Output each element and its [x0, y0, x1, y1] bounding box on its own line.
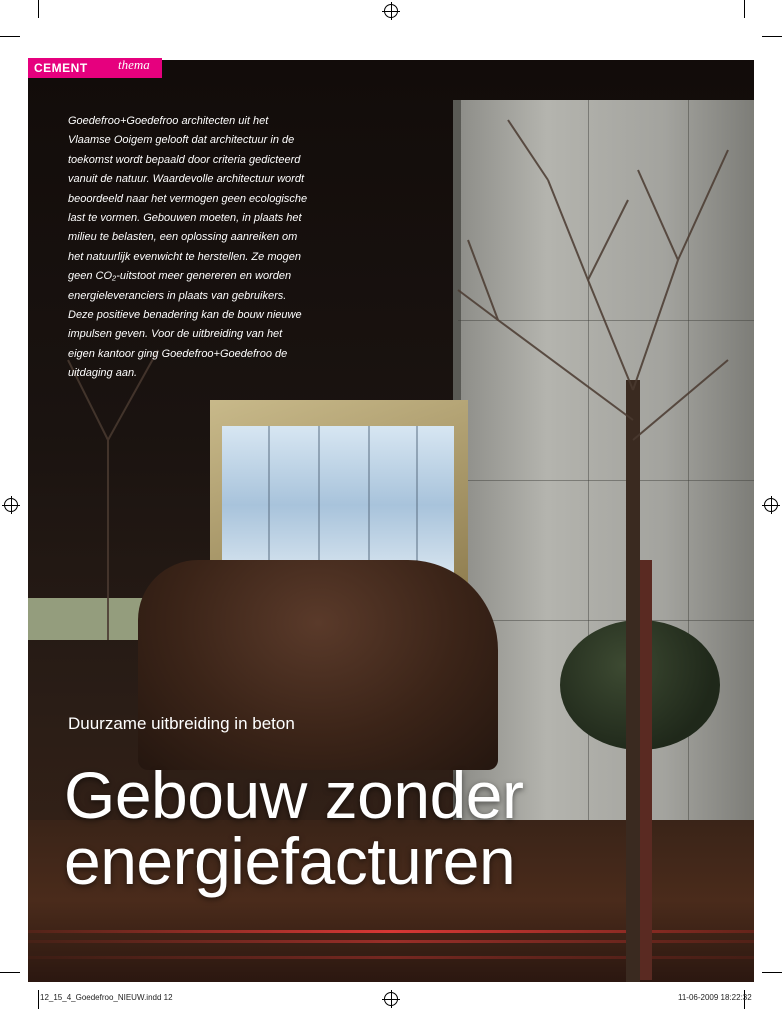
registration-mark-icon — [384, 4, 398, 18]
print-timestamp: 11-06-2009 18:22:32 — [678, 993, 752, 1002]
crop-mark — [762, 36, 782, 37]
kicker: Duurzame uitbreiding in beton — [68, 714, 295, 733]
intro-paragraph: Goedefroo+Goedefroo architecten uit het Vlaamse Ooigem gelooft dat architectuur in de toekomst wordt bepaald door criteria gedicteerd vanuit de natuur. Waardevolle architectuur wordt beoordeeld naar het vermogen geen ecologische last te vormen. Gebouwen moeten, in plaats het milieu te belasten, een oplossing aanreiken om het natuurlijk evenwicht te herstellen. Ze mogen geen CO₂-uitstoot meer genereren en worden energieleveranciers in plaats van gebruikers. Deze positieve benadering kan de bouw nieuwe impulsen geven. Voor de uitbreiding van het eigen kantoor ging Goedefroo+Goedefroo de uitdaging aan. — [68, 115, 308, 380]
brand-logo: CEMENT — [34, 61, 88, 75]
file-slug: 12_15_4_Goedefroo_NIEUW.indd 12 — [40, 993, 173, 1002]
headline-line: energiefacturen — [64, 824, 516, 898]
headline-line: Gebouw zonder — [64, 758, 524, 832]
registration-mark-icon — [764, 498, 778, 512]
registration-mark-icon — [384, 992, 398, 1006]
crop-mark — [762, 972, 782, 973]
headline — [64, 758, 524, 898]
crop-mark — [0, 36, 20, 37]
crop-mark — [38, 990, 39, 1009]
crop-mark — [744, 0, 745, 18]
section-label: thema — [118, 57, 150, 72]
registration-mark-icon — [4, 498, 18, 512]
crop-mark — [0, 972, 20, 973]
crop-mark — [38, 0, 39, 18]
